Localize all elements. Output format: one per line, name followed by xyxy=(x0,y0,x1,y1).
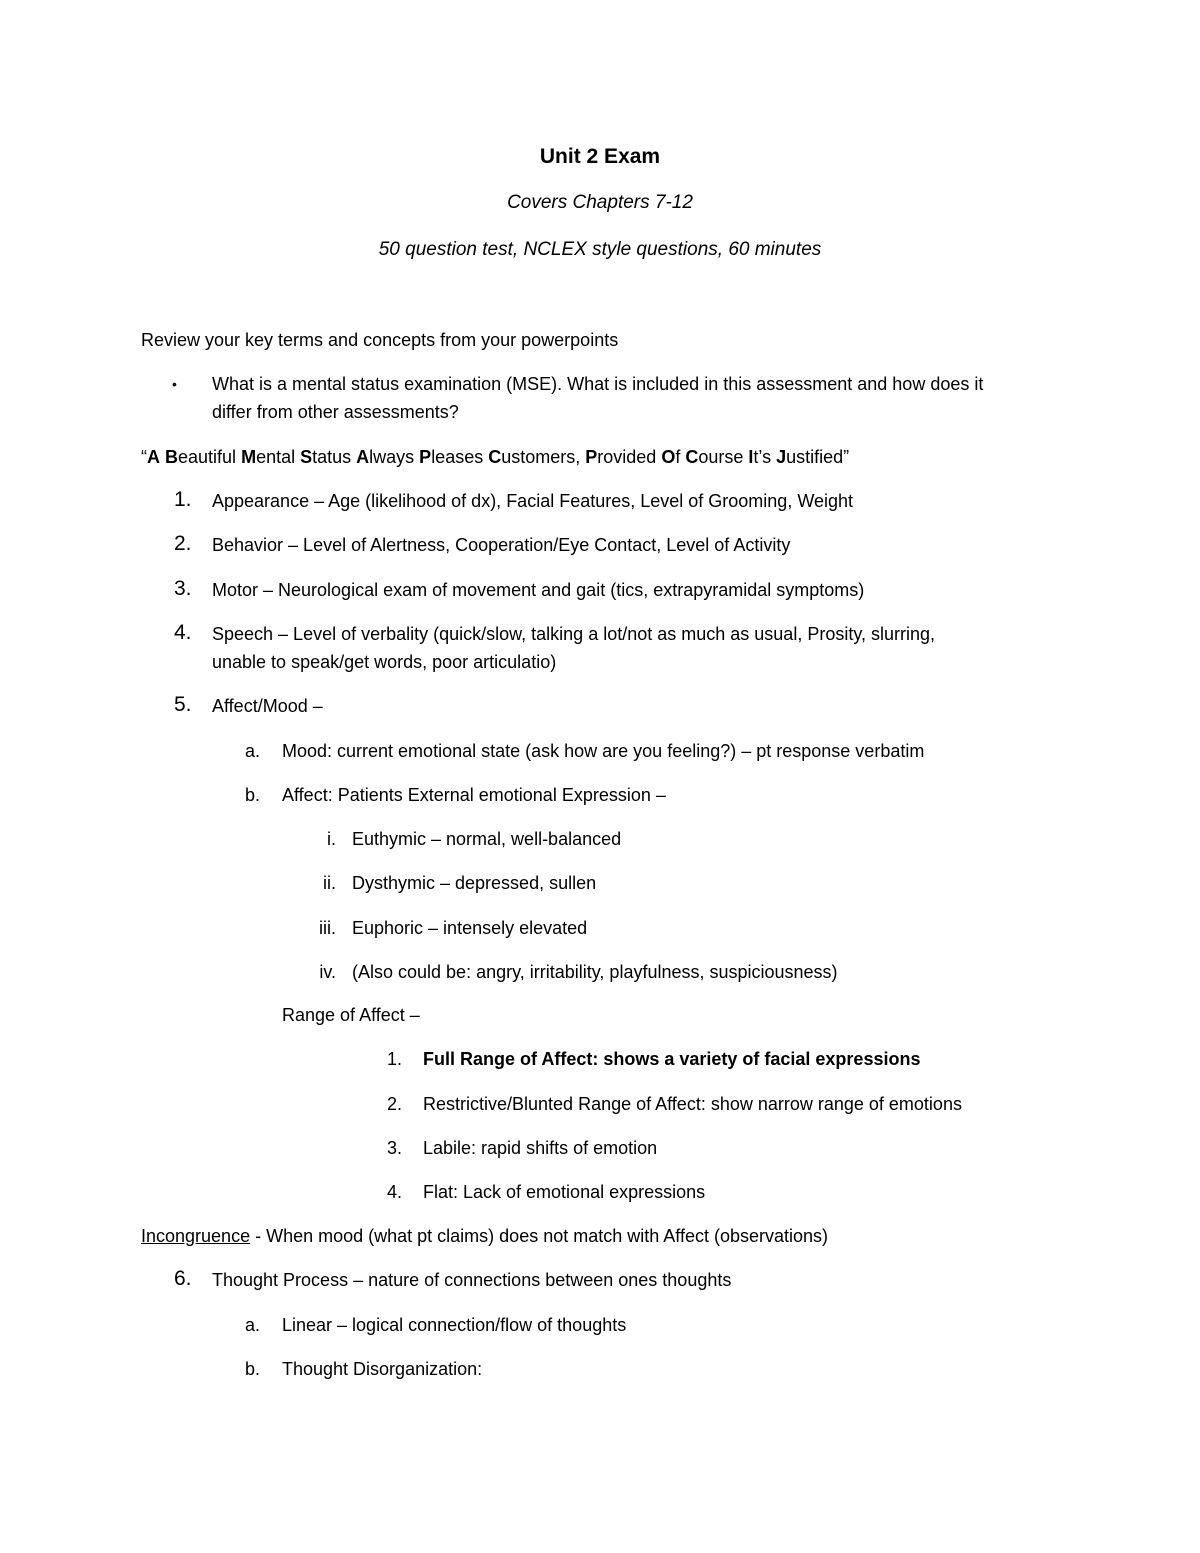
mnemonic-part: tatus xyxy=(312,447,357,467)
item-speech-cont: unable to speak/get words, poor articulatio) xyxy=(212,652,557,672)
roman-numeral: iv. xyxy=(319,962,336,982)
mnemonic-part: ourse xyxy=(698,447,749,467)
range-flat: Flat: Lack of emotional expressions xyxy=(423,1182,706,1202)
item-thought-process: Thought Process – nature of connections between ones thoughts xyxy=(212,1270,732,1290)
subtitle-chapters: Covers Chapters 7-12 xyxy=(507,192,693,213)
mnemonic-part: f xyxy=(675,447,686,467)
item-affect-mood: Affect/Mood – xyxy=(212,696,323,716)
item-number: 6. xyxy=(174,1267,192,1290)
mnemonic-part: t’s xyxy=(753,447,777,467)
item-number: 1. xyxy=(174,488,192,511)
mnemonic-part: C xyxy=(685,447,699,467)
mnemonic-part: P xyxy=(419,447,432,467)
affect-type-euthymic: Euthymic – normal, well-balanced xyxy=(352,829,622,849)
affect-type-dysthymic: Dysthymic – depressed, sullen xyxy=(352,873,597,893)
mnemonic-part: S xyxy=(300,447,313,467)
mnemonic-part: eautiful xyxy=(178,447,242,467)
roman-numeral: iii. xyxy=(319,918,336,938)
range-number: 4. xyxy=(387,1182,403,1202)
sub-letter: b. xyxy=(245,1359,261,1379)
mnemonic-part: M xyxy=(241,447,257,467)
bullet-text-line2: differ from other assessments? xyxy=(212,402,459,422)
range-of-affect-label: Range of Affect – xyxy=(282,1005,420,1025)
mnemonic-part: C xyxy=(488,447,502,467)
mnemonic-part: leases xyxy=(431,447,489,467)
affect-type-euphoric: Euphoric – intensely elevated xyxy=(352,918,588,938)
roman-numeral: i. xyxy=(327,829,336,849)
mnemonic-part: I xyxy=(748,447,754,467)
item-motor: Motor – Neurological exam of movement and gait (tics, extrapyramidal symptoms) xyxy=(212,580,865,600)
mnemonic-part: ustified” xyxy=(786,447,850,467)
sub-letter: b. xyxy=(245,785,261,805)
sub-letter: a. xyxy=(245,741,261,761)
item-behavior: Behavior – Level of Alertness, Cooperation/Eye Contact, Level of Activity xyxy=(212,535,791,555)
mnemonic-part: “ xyxy=(141,447,147,467)
page-title: Unit 2 Exam xyxy=(539,145,661,168)
mnemonic-part: P xyxy=(585,447,598,467)
range-number: 1. xyxy=(387,1049,403,1069)
mnemonic-part: J xyxy=(776,447,787,467)
subtitle-test-info: 50 question test, NCLEX style questions, 60 minutes xyxy=(378,239,822,260)
mnemonic-part: A xyxy=(147,447,160,467)
sub-mood: Mood: current emotional state (ask how are you feeling?) – pt response verbatim xyxy=(282,741,925,761)
mnemonic-part: ental xyxy=(256,447,301,467)
item-speech: Speech – Level of verbality (quick/slow, talking a lot/not as much as usual, Prosity, slurring, xyxy=(212,624,936,644)
sub-linear: Linear – logical connection/flow of thoughts xyxy=(282,1315,627,1335)
item-number: 2. xyxy=(174,532,192,555)
range-labile: Labile: rapid shifts of emotion xyxy=(423,1138,658,1158)
range-number: 3. xyxy=(387,1138,403,1158)
roman-numeral: ii. xyxy=(323,873,336,893)
sub-thought-disorganization: Thought Disorganization: xyxy=(282,1359,483,1379)
item-number: 5. xyxy=(174,693,192,716)
bullet-text-line1: What is a mental status examination (MSE). What is included in this assessment and how does it xyxy=(212,374,984,394)
sub-letter: a. xyxy=(245,1315,261,1335)
affect-type-other: (Also could be: angry, irritability, playfulness, suspiciousness) xyxy=(352,962,838,982)
intro-text: Review your key terms and concepts from your powerpoints xyxy=(141,330,619,350)
mnemonic-part: B xyxy=(165,447,179,467)
mnemonic-part: lways xyxy=(369,447,420,467)
mnemonic-part: O xyxy=(661,447,676,467)
item-number: 4. xyxy=(174,621,192,644)
sub-affect: Affect: Patients External emotional Expression – xyxy=(282,785,666,805)
incongruence-term: Incongruence xyxy=(141,1226,251,1246)
mnemonic-part: rovided xyxy=(597,447,662,467)
item-appearance: Appearance – Age (likelihood of dx), Facial Features, Level of Grooming, Weight xyxy=(212,491,854,511)
bullet-icon: • xyxy=(172,376,177,392)
mnemonic-part: ustomers, xyxy=(501,447,586,467)
mnemonic-part: A xyxy=(356,447,370,467)
range-full: Full Range of Affect: shows a variety of facial expressions xyxy=(423,1049,921,1069)
item-number: 3. xyxy=(174,577,192,600)
range-restrictive: Restrictive/Blunted Range of Affect: show narrow range of emotions xyxy=(423,1094,962,1114)
mnemonic-line xyxy=(141,445,849,469)
incongruence-line: Incongruence - When mood (what pt claims) does not match with Affect (observations) xyxy=(141,1226,829,1246)
range-number: 2. xyxy=(387,1094,403,1114)
